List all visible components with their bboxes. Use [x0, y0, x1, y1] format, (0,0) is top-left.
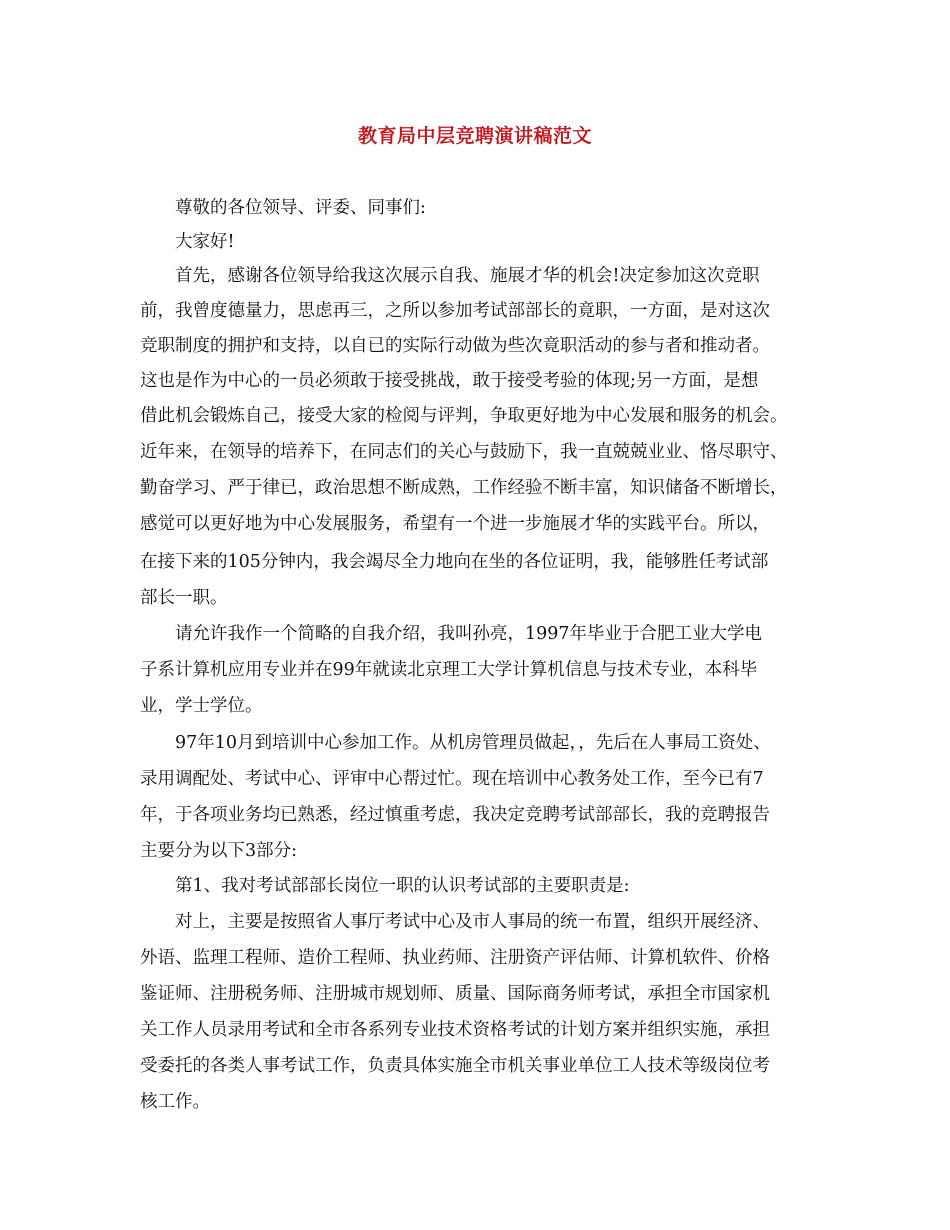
paragraph-line: 大家好!: [175, 232, 235, 252]
paragraph-line: 鉴证师、注册税务师、注册城市规划师、质量、国际商务师考试，承担全市国家机: [140, 984, 770, 1004]
paragraph-line: 外语、监理工程师、造价工程师、执业药师、注册资产评估师、计算机软件、价格: [140, 948, 770, 968]
paragraph-line: 首先，感谢各位领导给我这次展示自我、施展才华的机会!决定参加这次竞职: [175, 266, 760, 286]
paragraph-line: 对上，主要是按照省人事厅考试中心及市人事局的统一布置，组织开展经济、: [175, 912, 770, 932]
paragraph-line: 请允许我作一个简略的自我介绍，我叫孙亮，1997年毕业于合肥工业大学电: [175, 624, 763, 644]
paragraph-line: 部长一职。: [140, 588, 228, 608]
paragraph-line: 竞职制度的拥护和支持，以自已的实际行动做为些次竟职活动的参与者和推动者。: [140, 336, 770, 356]
paragraph-line: 关工作人员录用考试和全市各系列专业技术资格考试的计划方案并组织实施，承担: [140, 1020, 770, 1040]
document-title: 教育局中层竞聘演讲稿范文: [357, 125, 592, 147]
paragraph-line: 在接下来的105分钟内，我会竭尽全力地向在坐的各位证明，我，能够胜任考试部: [140, 552, 769, 572]
paragraph-line: 近年来，在领导的培养下，在同志们的关心与鼓励下，我一直兢兢业业、恪尽职守、: [140, 442, 788, 462]
paragraph-line: 这也是作为中心的一员必须敢于接受挑战，敢于接受考验的体现;另一方面，是想: [140, 371, 759, 391]
paragraph-line: 第1、我对考试部部长岗位一职的认识考试部的主要职责是:: [175, 876, 630, 896]
paragraph-line: 核工作。: [140, 1092, 210, 1112]
paragraph-line: 业，学士学位。: [140, 696, 263, 716]
paragraph-line: 97年10月到培训中心参加工作。从机房管理员做起，，先后在人事局工资处、: [175, 733, 771, 753]
paragraph-line: 感觉可以更好地为中心发展服务，希望有一个进一步施展才华的实践平台。所以，: [140, 514, 770, 534]
paragraph-line: 尊敬的各位领导、评委、同事们:: [175, 198, 426, 218]
paragraph-line: 前，我曾度德量力，思虑再三，之所以参加考试部部长的竟职，一方面，是对这次: [140, 301, 770, 321]
paragraph-line: 勤奋学习、严于律已，政治思想不断成熟，工作经验不断丰富，知识储备不断增长，: [140, 478, 788, 498]
paragraph-line: 录用调配处、考试中心、评审中心帮过忙。现在培训中心教务处工作，至今已有7: [140, 769, 764, 789]
paragraph-line: 年，于各项业务均已熟悉，经过慎重考虑，我决定竞聘考试部部长，我的竞聘报告: [140, 805, 770, 825]
paragraph-line: 子系计算机应用专业并在99年就读北京理工大学计算机信息与技术专业，本科毕: [140, 660, 758, 680]
paragraph-line: 主要分为以下3部分:: [140, 841, 298, 861]
paragraph-line: 受委托的各类人事考试工作，负责具体实施全市机关事业单位工人技术等级岗位考: [140, 1056, 770, 1076]
paragraph-line: 借此机会锻炼自己，接受大家的检阅与评判，争取更好地为中心发展和服务的机会。: [140, 406, 788, 426]
